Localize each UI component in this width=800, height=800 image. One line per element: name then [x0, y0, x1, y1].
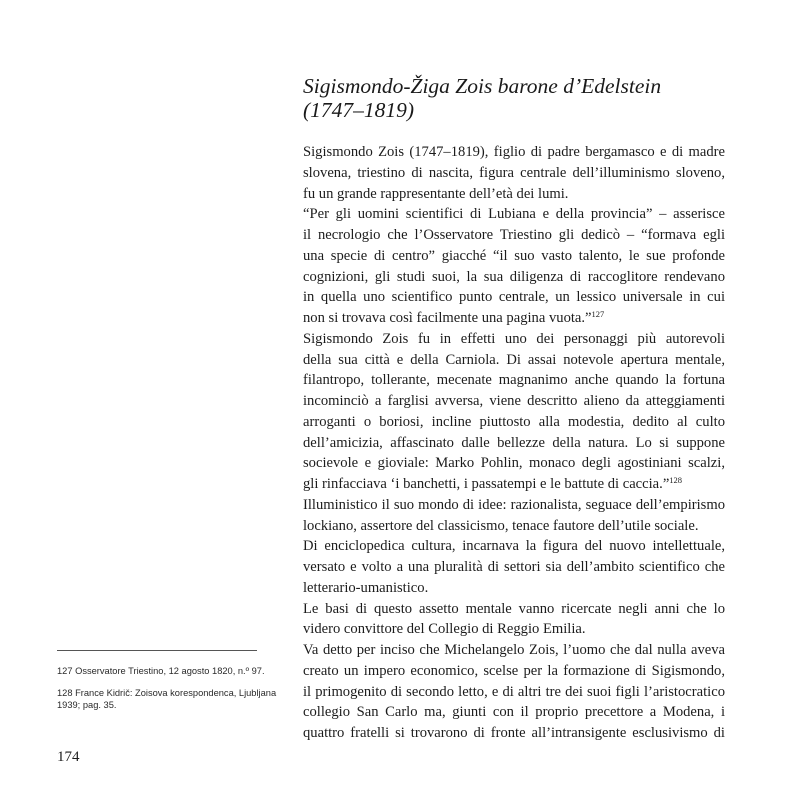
text-line-content: gli rinfacciava ‘i banchetti, i passatempi e le battute di caccia.” — [303, 476, 670, 492]
text-line: lockiano, assertore del classicismo, tenace fautore dell’utile sociale. — [303, 517, 699, 534]
chapter-heading-name: Sigismondo-Žiga Zois barone d’Edelstein — [303, 74, 662, 98]
body-paragraph — [303, 329, 725, 495]
text-line: letterario-umanistico. — [303, 579, 429, 596]
text-line: fu un grande rappresentante dell’età dei lumi. — [303, 185, 569, 202]
footnote-reference[interactable]: 127 — [591, 309, 605, 319]
chapter-heading-dates: (1747–1819) — [303, 98, 415, 122]
text-line: dell’amicizia, affascinato dalle bellezze della natura. Lo si suppone — [303, 434, 725, 451]
text-line: Va detto per inciso che Michelangelo Zois, l’uomo che dal nulla aveva — [303, 642, 725, 658]
body-paragraph — [303, 536, 725, 598]
footnote-128 — [57, 687, 287, 711]
footnotes — [57, 665, 287, 721]
text-line: il primogenito di secondo letto, e di altri tre dei suoi figli l’aristocratico — [303, 683, 725, 700]
text-line: creato un impero economico, scelse per la formazione di Sigismondo, — [303, 662, 725, 679]
page-number: 174 — [57, 749, 80, 765]
text-line: filantropo, tollerante, mecenate magnanimo anche quando la fortuna — [303, 372, 725, 389]
text-line: versato e volto a una pluralità di settori sia dell’ambito scientifico che — [303, 559, 725, 575]
footnote-127 — [57, 665, 287, 677]
chapter-heading — [303, 74, 743, 122]
text-line: quattro fratelli si trovarono di fronte all’intransigente esclusivismo di — [303, 725, 725, 741]
text-line: Sigismondo Zois (1747–1819), figlio di padre bergamasco e di madre — [303, 144, 725, 160]
text-line: socievole e gioviale: Marko Pohlin, monaco degli agostiniani scalzi, — [303, 455, 725, 472]
body-text — [303, 142, 725, 744]
text-line: una specie di centro” giacché “il suo vasto talento, le sue profonde — [303, 247, 725, 264]
body-paragraph — [303, 495, 725, 537]
text-line: “Per gli uomini scientifici di Lubiana e della provincia” – asserisce — [303, 206, 725, 223]
text-line: della sua città e della Carniola. Di assai notevole apertura mentale, — [303, 351, 725, 368]
footnote-line: 127 Osservatore Triestino, 12 agosto 1820, n.º 97. — [57, 666, 265, 676]
body-paragraph — [303, 204, 725, 329]
text-line: Sigismondo Zois fu in effetti uno dei personaggi più autorevoli — [303, 330, 725, 347]
text-line: Di enciclopedica cultura, incarnava la figura del nuovo intellettuale, — [303, 538, 725, 555]
text-line: collegio San Carlo ma, giunti con il proprio precettore a Modena, i — [303, 704, 725, 721]
text-line — [303, 308, 725, 329]
text-line-content: non si trovava così facilmente una pagina vuota.” — [303, 310, 592, 326]
text-line: in quella uno scientifico punto centrale, un lessico universale in cui — [303, 289, 725, 306]
text-line: Illuministico il suo mondo di idee: razionalista, seguace dell’empirismo — [303, 496, 725, 513]
text-line: arroganti o boriosi, incline piuttosto alla modestia, dedito al culto — [303, 413, 725, 430]
body-paragraph — [303, 599, 725, 641]
footnote-line: 128 France Kidrič: Zoisova korespondenca, Ljubljana — [57, 688, 277, 698]
text-line: videro convittore del Collegio di Reggio Emilia. — [303, 621, 586, 638]
text-line: cognizioni, gli studi suoi, la sua diligenza di raccoglitore rendevano — [303, 268, 725, 285]
body-paragraph — [303, 142, 725, 204]
text-line — [303, 474, 725, 495]
text-line: slovena, triestino di nascita, figura centrale dell’illuminismo sloveno, — [303, 164, 725, 181]
text-line: Le basi di questo assetto mentale vanno ricercate negli anni che lo — [303, 600, 725, 617]
body-paragraph — [303, 640, 725, 744]
footnote-reference[interactable]: 128 — [669, 475, 683, 485]
text-line: il necrologio che l’Osservatore Triestino gli dedicò – “formava egli — [303, 227, 725, 243]
footnote-separator — [57, 650, 257, 651]
text-line: incominciò a farglisi avversa, viene descritto alieno da atteggiamenti — [303, 393, 725, 409]
footnote-line: 1939; pag. 35. — [57, 700, 117, 710]
